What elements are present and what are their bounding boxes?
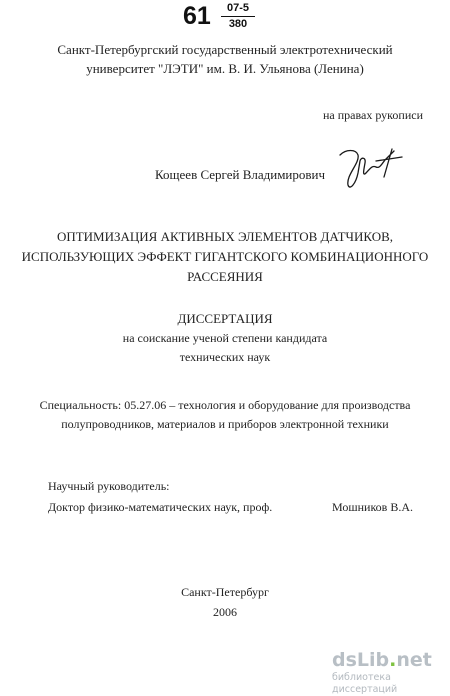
- degree-line-1: на соискание ученой степени кандидата: [122, 331, 328, 345]
- catalog-fraction-bottom: 380: [228, 18, 248, 30]
- supervisor-degree: Доктор физико-математических наук, проф.: [48, 500, 273, 514]
- catalog-fraction: [221, 3, 255, 30]
- work-type: ДИССЕРТАЦИЯ: [177, 311, 273, 326]
- degree-line-2: технических наук: [179, 350, 271, 364]
- catalog-fraction-top: 07-5: [221, 3, 255, 17]
- title-line-3: РАССЕЯНИЯ: [187, 269, 263, 284]
- catalog-code: 61: [183, 2, 211, 30]
- manuscript-rights-note: на правах рукописи: [323, 108, 423, 122]
- dslib-logo-text: dsLib.net: [332, 649, 432, 671]
- specialty-line-2: полупроводников, материалов и приборов электронной техники: [61, 417, 389, 431]
- author-signature: [336, 143, 410, 198]
- dslib-watermark: [332, 649, 450, 696]
- supervisor-name: Мошников В.А.: [332, 500, 414, 514]
- title-line-1: ОПТИМИЗАЦИЯ АКТИВНЫХ ЭЛЕМЕНТОВ ДАТЧИКОВ,: [56, 229, 394, 244]
- specialty-line-1: Специальность: 05.27.06 – технология и оборудование для производства: [39, 398, 411, 412]
- dslib-logo-subtitle: библиотека диссертаций: [332, 672, 398, 695]
- year: 2006: [213, 605, 237, 619]
- city: Санкт-Петербург: [181, 585, 269, 599]
- university-line-2: университет "ЛЭТИ" им. В. И. Ульянова (Ленина): [86, 61, 364, 76]
- university-line-1: Санкт-Петербургский государственный электротехнический: [57, 42, 393, 57]
- author-name: Кощеев Сергей Владимирович: [155, 167, 326, 182]
- title-line-2: ИСПОЛЬЗУЮЩИХ ЭФФЕКТ ГИГАНТСКОГО КОМБИНАЦИОННОГО: [21, 249, 429, 264]
- supervisor-label: Научный руководитель:: [48, 479, 170, 493]
